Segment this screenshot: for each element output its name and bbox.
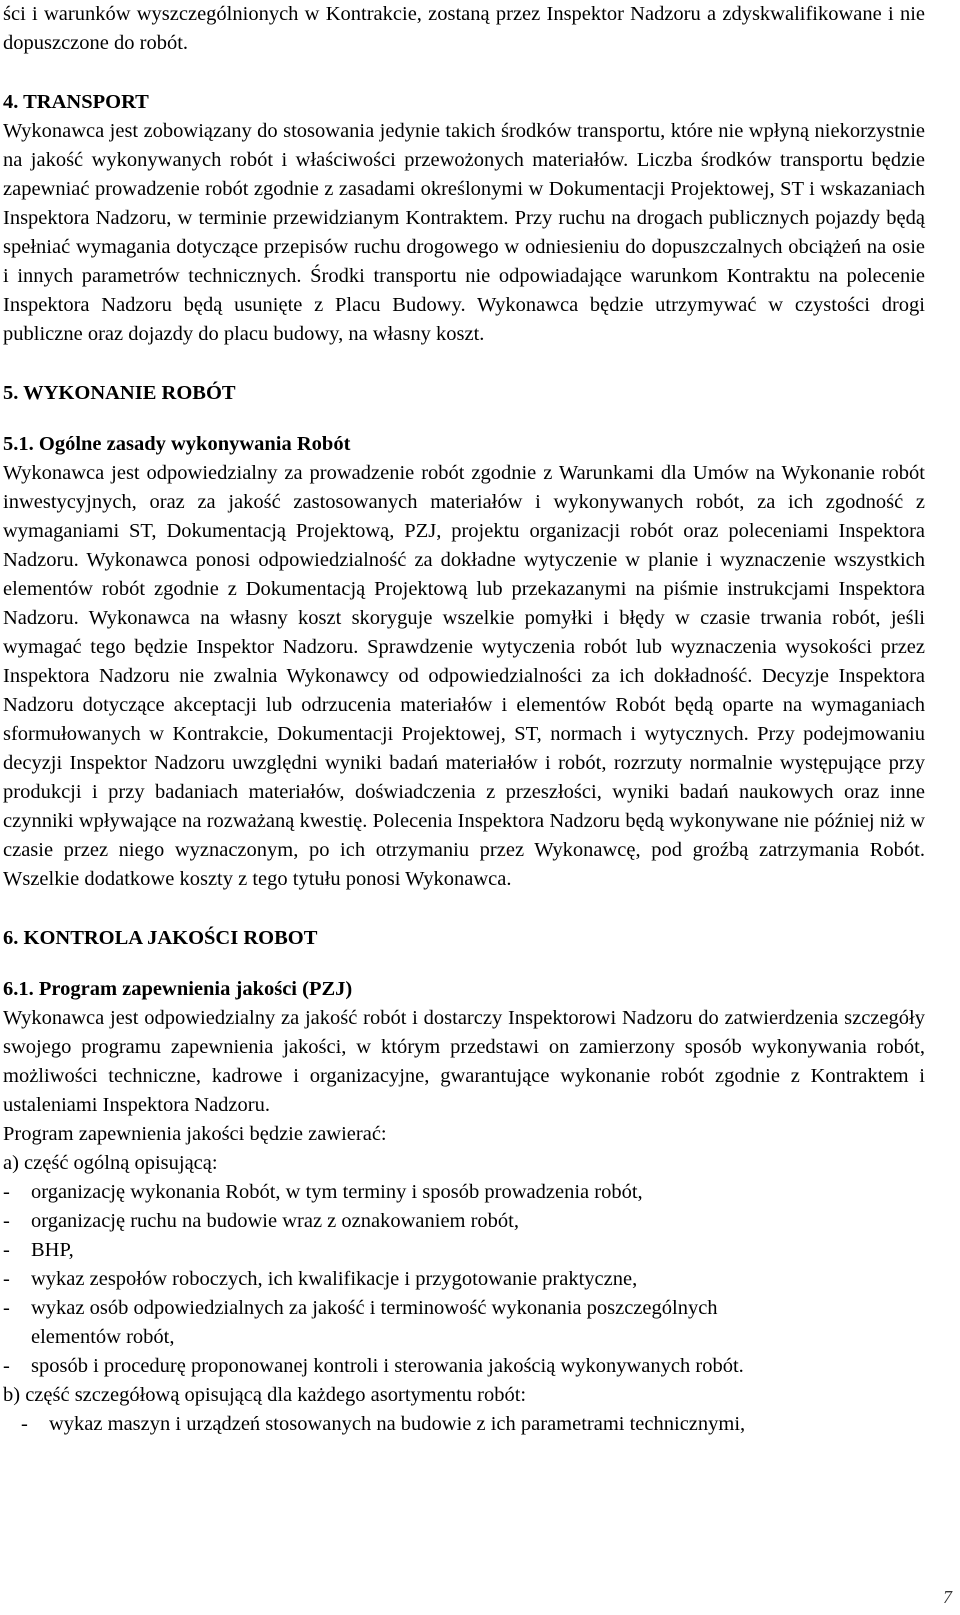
part-b-label: b) część szczegółową opisującą dla każdego asortymentu robót: (3, 1384, 527, 1406)
document-page (3, 0, 925, 1439)
transport-paragraph: Wykonawca jest zobowiązany do stosowania jedynie takich środków transportu, które nie wpłyną niekorzystnie na jakość wykonywanych robót i właściwości przewożonych materiałów. Liczba środków transportu będzie zapewniać prowadzenie robót zgodnie z zasadami określonymi w Dokumentacji Projektowej, ST i wskazaniach Inspektora Nadzoru, w terminie przewidzianym Kontraktem. Przy ruchu na drogach publicznych pojazdy będą spełniać wymagania dotyczące przepisów ruchu drogowego w odniesieniu do dopuszczalnych obciążeń na osie i innych parametrów technicznych. Środki transportu nie odpowiadające warunkom Kontraktu na polecenie Inspektora Nadzoru będą usunięte z Placu Budowy. Wykonawca będzie utrzymywać w czystości drogi publiczne oraz dojazdy do placu budowy, na własny koszt. (3, 120, 925, 345)
list-item: - organizację wykonania Robót, w tym terminy i sposób prowadzenia robót, (3, 1181, 643, 1203)
intro-paragraph: ści i warunków wyszczególnionych w Kontrakcie, zostaną przez Inspektor Nadzoru a zdyskwalifikowane i nie dopuszczone do robót. (3, 3, 925, 54)
program-intro: Program zapewnienia jakości będzie zawierać: (3, 1123, 387, 1145)
list-item: - organizację ruchu na budowie wraz z oznakowaniem robót, (3, 1210, 520, 1232)
subsection-heading-ogolne-zasady: 5.1. Ogólne zasady wykonywania Robót (3, 433, 351, 455)
list-item: - wykaz maszyn i urządzeń stosowanych na budowie z ich parametrami technicznymi, (21, 1413, 746, 1435)
pzj-paragraph: Wykonawca jest odpowiedzialny za jakość robót i dostarczy Inspektorowi Nadzoru do zatwierdzenia szczegóły swojego programu zapewnienia jakości, w którym przedstawi on zamierzony sposób wykonywania robót, możliwości techniczne, kadrowe i organizacyjne, gwarantujące wykonanie robót zgodnie z Kontraktem i ustaleniami Inspektora Nadzoru. (3, 1007, 925, 1116)
list-item: - BHP, (3, 1239, 74, 1261)
list-item: - wykaz osób odpowiedzialnych za jakość i terminowość wykonania poszczególnych elementów robót, (3, 1297, 718, 1348)
list-item: - wykaz zespołów roboczych, ich kwalifikacje i przygotowanie praktyczne, (3, 1268, 638, 1290)
section-heading-transport: 4. TRANSPORT (3, 91, 149, 113)
list-item: - sposób i procedurę proponowanej kontroli i sterowania jakością wykonywanych robót. (3, 1355, 744, 1377)
section-heading-wykonanie: 5. WYKONANIE ROBÓT (3, 382, 236, 404)
page-number: 7 (943, 1587, 952, 1607)
ogolne-zasady-paragraph: Wykonawca jest odpowiedzialny za prowadzenie robót zgodnie z Warunkami dla Umów na Wykonanie robót inwestycyjnych, oraz za jakość zastosowanych materiałów i wykonywanych robót, za ich zgodność z wymaganiami ST, Dokumentacją Projektową, PZJ, projektu organizacji robót oraz poleceniami Inspektora Nadzoru. Wykonawca ponosi odpowiedzialność za dokładne wytyczenie w planie i wyznaczenie wszystkich elementów robót zgodnie z Dokumentacją Projektową lub przekazanymi na piśmie instrukcjami Inspektora Nadzoru. Wykonawca na własny koszt skoryguje wszelkie pomyłki i błędy w czasie trwania robót, jeśli wymagać tego będzie Inspektor Nadzoru. Sprawdzenie wytyczenia robót lub wyznaczenia wysokości przez Inspektora Nadzoru nie zwalnia Wykonawcy od odpowiedzialności za ich dokładność. Decyzje Inspektora Nadzoru dotyczące akceptacji lub odrzucenia materiałów i elementów Robót będą oparte na wymaganiach sformułowanych w Kontrakcie, Dokumentacji Projektowej, ST, normach i wytycznych. Przy podejmowaniu decyzji Inspektor Nadzoru uwzględni wyniki badań materiałów i robót, rozrzuty normalnie występujące przy produkcji i przy badaniach materiałów, doświadczenia z przeszłości, wyniki badań naukowych oraz inne czynniki wpływające na rozważaną kwestię. Polecenia Inspektora Nadzoru będą wykonywane nie później niż w czasie przez niego wyznaczonym, po ich otrzymaniu przez Wykonawcę, pod groźbą zatrzymania Robót. Wszelkie dodatkowe koszty z tego tytułu ponosi Wykonawca. (3, 462, 925, 890)
part-a-label: a) część ogólną opisującą: (3, 1152, 218, 1174)
section-heading-kontrola: 6. KONTROLA JAKOŚCI ROBOT (3, 927, 318, 949)
subsection-heading-pzj: 6.1. Program zapewnienia jakości (PZJ) (3, 978, 353, 1000)
